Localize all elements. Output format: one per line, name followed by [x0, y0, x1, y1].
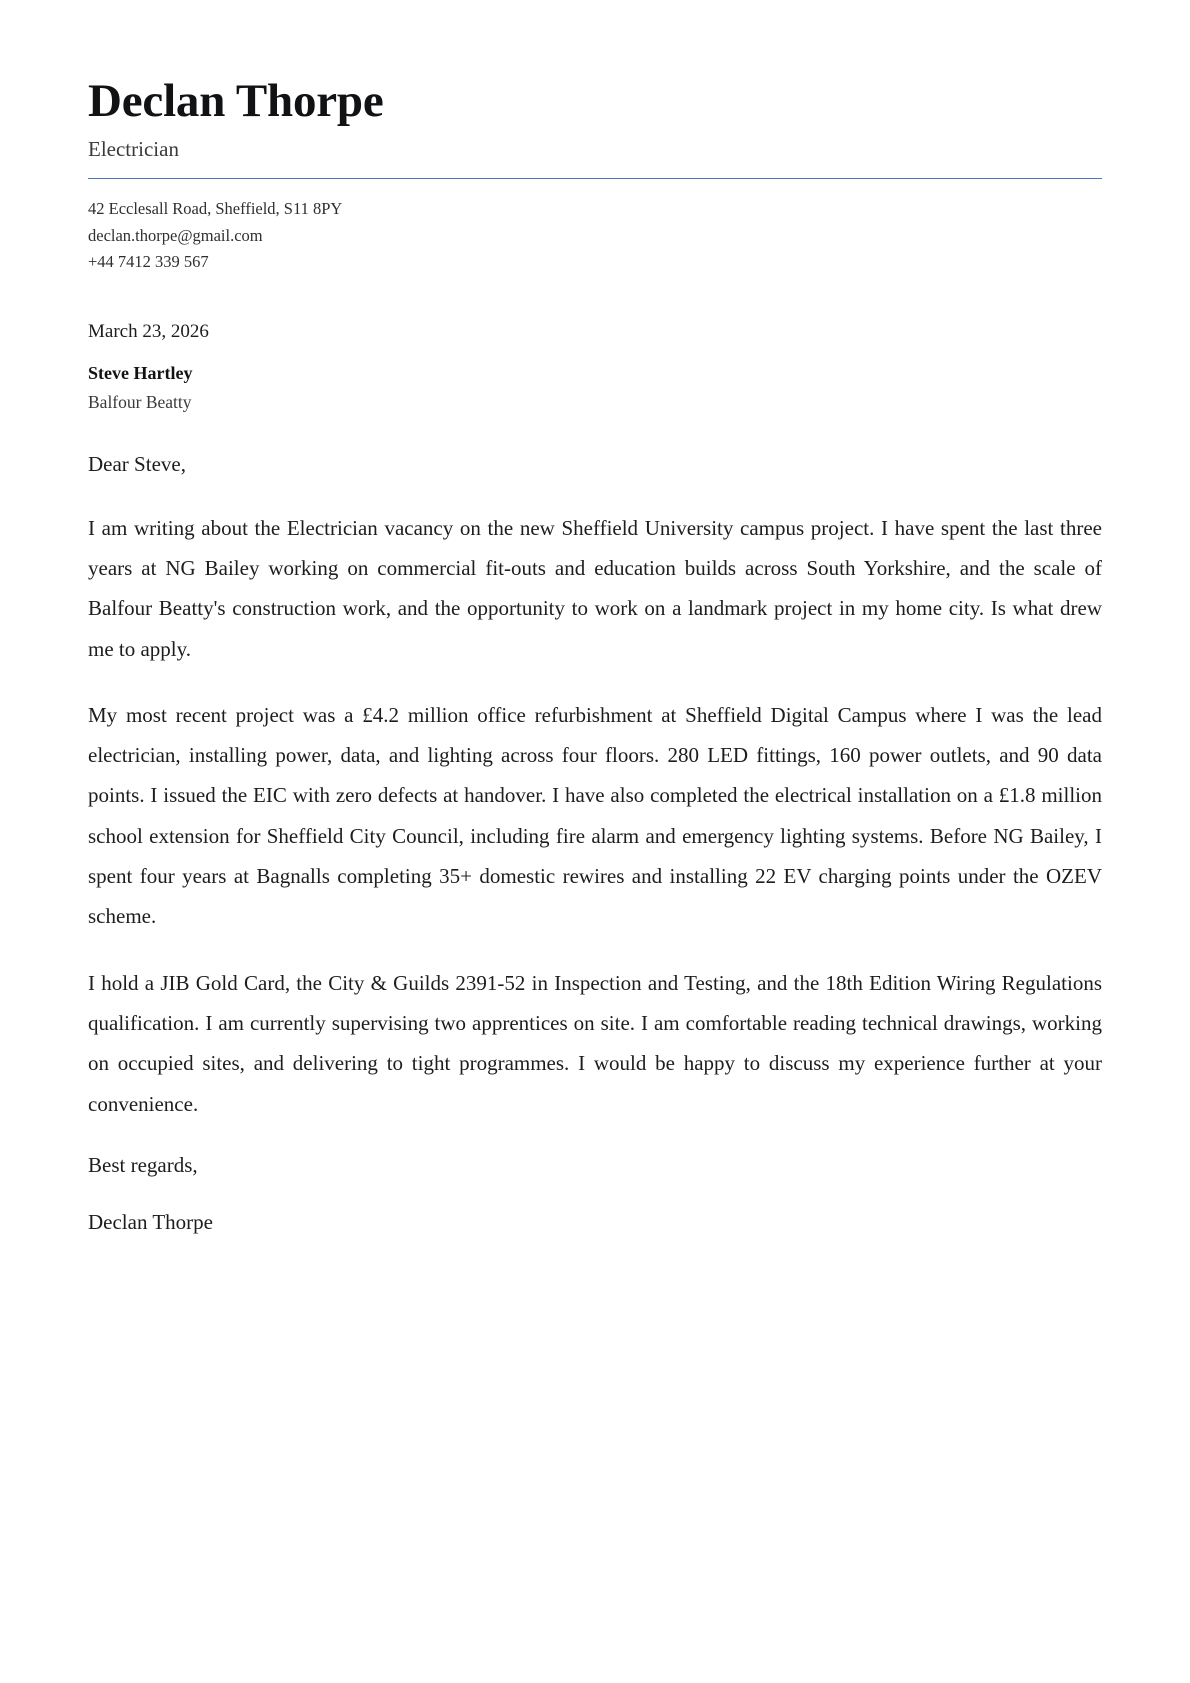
- closing-line: Best regards,: [88, 1152, 198, 1177]
- letter-body: [88, 449, 1102, 1239]
- candidate-name: Declan Thorpe: [88, 75, 384, 127]
- signature-name: Declan Thorpe: [88, 1210, 213, 1235]
- letter-meta-block: [88, 318, 1102, 415]
- letter-date: March 23, 2026: [88, 321, 209, 343]
- salutation: Dear Steve,: [88, 452, 186, 477]
- contact-address: 42 Ecclesall Road, Sheffield, S11 8PY: [88, 198, 343, 218]
- contact-email: declan.thorpe@gmail.com: [88, 225, 263, 245]
- body-paragraph-3: I hold a JIB Gold Card, the City & Guilds 2391-52 in Inspection and Testing, and the 18th Edition Wiring Regulations qualification. I am currently supervising two apprentices on site. I am comfortable reading technical drawings, working on occupied sites, and delivering to tight programmes. I would be happy to discuss my experience further at your convenience.: [88, 970, 1102, 1116]
- recipient-name: Steve Hartley: [88, 362, 193, 383]
- contact-block: [88, 196, 1102, 276]
- body-paragraph-2: My most recent project was a £4.2 million office refurbishment at Sheffield Digital Campus where I was the lead electrician, installing power, data, and lighting across four floors. 280 LED fittings, 160 power outlets, and 90 data points. I issued the EIC with zero defects at handover. I have also completed the electrical installation on a £1.8 million school extension for Sheffield City Council, including fire alarm and emergency lighting systems. Before NG Bailey, I spent four years at Bagnalls completing 35+ domestic rewires and installing 22 EV charging points under the OZEV scheme.: [88, 702, 1102, 929]
- candidate-job-title: Electrician: [88, 136, 179, 161]
- header-divider: [88, 178, 1102, 179]
- recipient-company: Balfour Beatty: [88, 391, 192, 412]
- letter-header: [88, 62, 1102, 179]
- contact-phone: +44 7412 339 567: [88, 252, 209, 272]
- body-paragraph-1: I am writing about the Electrician vacancy on the new Sheffield University campus project. I have spent the last three years at NG Bailey working on commercial fit-outs and education builds across South Yorkshire, and the scale of Balfour Beatty's construction work, and the opportunity to work on a landmark project in my home city. Is what drew me to apply.: [88, 515, 1102, 661]
